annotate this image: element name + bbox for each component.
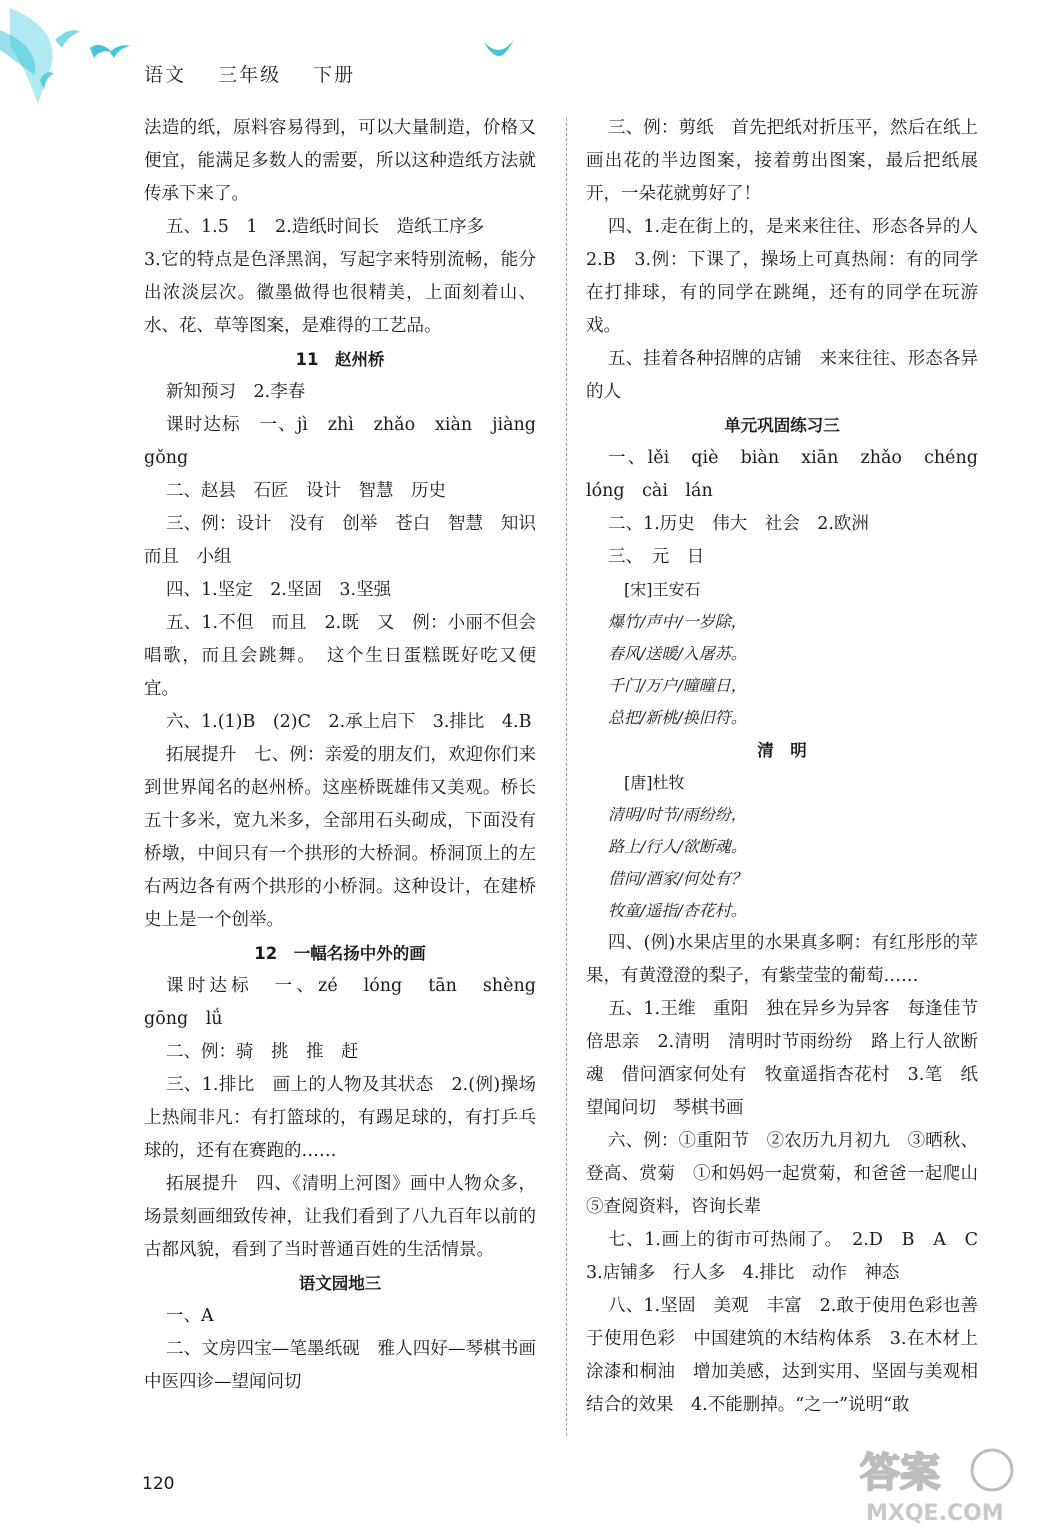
answer-paragraph: 二、赵县 石匠 设计 智慧 历史 [166,481,446,501]
bird-decoration-icon [0,0,420,110]
answer-paragraph: 二、文房四宝—笔墨纸砚 雅人四好—琴棋书画 中医四诊—望闻问切 [144,1339,554,1392]
column-divider [566,118,567,1436]
answer-paragraph: 一、A [166,1306,214,1326]
section-heading: 单元巩固练习三 [724,416,840,435]
answer-paragraph: 法造的纸，原料容易得到，可以大量制造，价格又便宜，能满足多数人的需要，所以这种造纸方法就传承下来了。 [144,118,536,204]
poem-author: [唐]杜牧 [624,773,685,792]
answer-paragraph: 课时达标 一、jì zhì zhǎo xiàn jiàng gǒng [144,415,554,468]
poem-line: 牧童/遥指/杏花村。 [608,901,747,920]
answer-paragraph: 六、例：①重阳节 ②农历九月初九 ③晒秋、登高、赏菊 ①和妈妈一起赏菊，和爸爸一起爬山 ⑤查阅资料，咨询长辈 [586,1131,996,1217]
answer-paragraph: 三、例：设计 没有 创举 苍白 智慧 知识 而且 小组 [144,514,554,567]
answer-paragraph: 五、1.王维 重阳 独在异乡为异客 每逢佳节倍思亲 2.清明 清明时节雨纷纷 路上行人欲断魂 借问酒家何处有 牧童遥指杏花村 3.笔 纸 望闻问切 琴棋书画 [586,999,996,1118]
answer-paragraph: 二、1.历史 伟大 社会 2.欧洲 [608,514,869,534]
answer-paragraph: 新知预习 2.李春 [166,382,306,402]
section-heading: 11 赵州桥 [295,350,385,369]
watermark-logo [852,1438,1022,1528]
section-heading: 清 明 [757,741,807,760]
poem-line: 清明/时节/雨纷纷， [608,805,747,824]
answer-paragraph: 四、1.坚定 2.坚固 3.坚强 [166,580,392,600]
subject-label: 语文 [144,64,187,86]
answer-paragraph: 3.它的特点是色泽黑润，写起字来特别流畅，能分出浓淡层次。徽墨做得也很精美，上面刻着山、水、花、草等图案，是难得的工艺品。 [144,250,536,336]
answer-paragraph: 二、例：骑 挑 推 赶 [166,1042,359,1062]
book-title [144,60,379,87]
answer-paragraph: 八、1.坚固 美观 丰富 2.敢于使用色彩也善于使用色彩 中国建筑的木结构体系 3.在木材上涂漆和桐油 增加美感，达到实用、坚固与美观相结合的效果 4.不能删掉。“之一”说明“敢 [586,1296,978,1415]
answer-paragraph: 拓展提升 四、《清明上河图》画中人物众多，场景刻画细致传神，让我们看到了八九百年以前的古都风貌，看到了当时普通百姓的生活情景。 [144,1174,536,1260]
answer-paragraph: 一、lěi qiè biàn xiān zhǎo chéng lóng cài lán [586,448,996,501]
answer-paragraph: 四、1.走在街上的，是来来往往、形态各异的人 2.B 3.例：下课了，操场上可真热闹：有的同学在打排球，有的同学在跳绳，还有的同学在玩游戏。 [586,217,996,336]
poem-line: 爆竹/声中/一岁除， [608,612,747,631]
bird-icon [484,40,514,60]
answer-paragraph: 七、1.画上的街市可热闹了。 2.D B A C 3.店铺多 行人多 4.排比 动作 神态 [586,1230,996,1283]
poem-line: 千门/万户/曈曈日， [608,676,747,695]
answer-paragraph: 拓展提升 七、例：亲爱的朋友们，欢迎你们来到世界闻名的赵州桥。这座桥既雄伟又美观。桥长五十多米，宽九米多，全部用石头砌成，下面没有桥墩，中间只有一个拱形的大桥洞。桥洞顶上的左右两边各有两个拱形的小桥洞。这种设计，在建桥史上是一个创举。 [144,745,536,930]
page-number: 120 [142,1474,175,1494]
answer-paragraph: 四、(例)水果店里的水果真多啊：有红彤彤的苹果，有黄澄澄的梨子，有紫莹莹的葡萄…… [586,933,978,986]
section-heading: 语文园地三 [298,1274,382,1293]
svg-text:答案: 答案 [860,1450,940,1496]
right-column [586,112,996,1422]
answer-paragraph: 五、1.不但 而且 2.既 又 例：小丽不但会唱歌，而且会跳舞。 这个生日蛋糕既好吃又便宜。 [144,613,536,699]
section-heading: 12 一幅名扬中外的画 [254,944,426,963]
answer-paragraph: 三、 元 日 [608,547,705,567]
svg-text:MXQE.COM: MXQE.COM [866,1501,1004,1526]
answer-paragraph: 五、挂着各种招牌的店铺 来来往往、形态各异的人 [586,349,978,402]
answer-paragraph: 三、1.排比 画上的人物及其状态 2.(例)操场上热闹非凡：有打篮球的，有踢足球的，有打乒乓球的，还有在赛跑的…… [144,1075,536,1161]
answer-paragraph: 三、例：剪纸 首先把纸对折压平，然后在纸上画出花的半边图案，接着剪出图案，最后把纸展开，一朵花就剪好了！ [586,118,978,204]
poem-line: 春风/送暖/入屠苏。 [608,644,747,663]
left-column [144,112,554,1399]
answer-paragraph: 五、1.5 1 2.造纸时间长 造纸工序多 [166,217,485,237]
grade-label: 三年级 [218,64,282,86]
page-header [0,0,420,110]
poem-line: 路上/行人/欲断魂。 [608,837,747,856]
answer-paragraph: 课时达标 一、zé lóng tān shèng gōng lǘ [144,976,554,1029]
poem-line: 借问/酒家/何处有？ [608,869,747,888]
poem-line: 总把/新桃/换旧符。 [608,708,747,727]
poem-author: [宋]王安石 [624,580,701,599]
answer-paragraph: 六、1.(1)B (2)C 2.承上启下 3.排比 4.B [166,712,532,732]
volume-label: 下册 [313,64,356,86]
